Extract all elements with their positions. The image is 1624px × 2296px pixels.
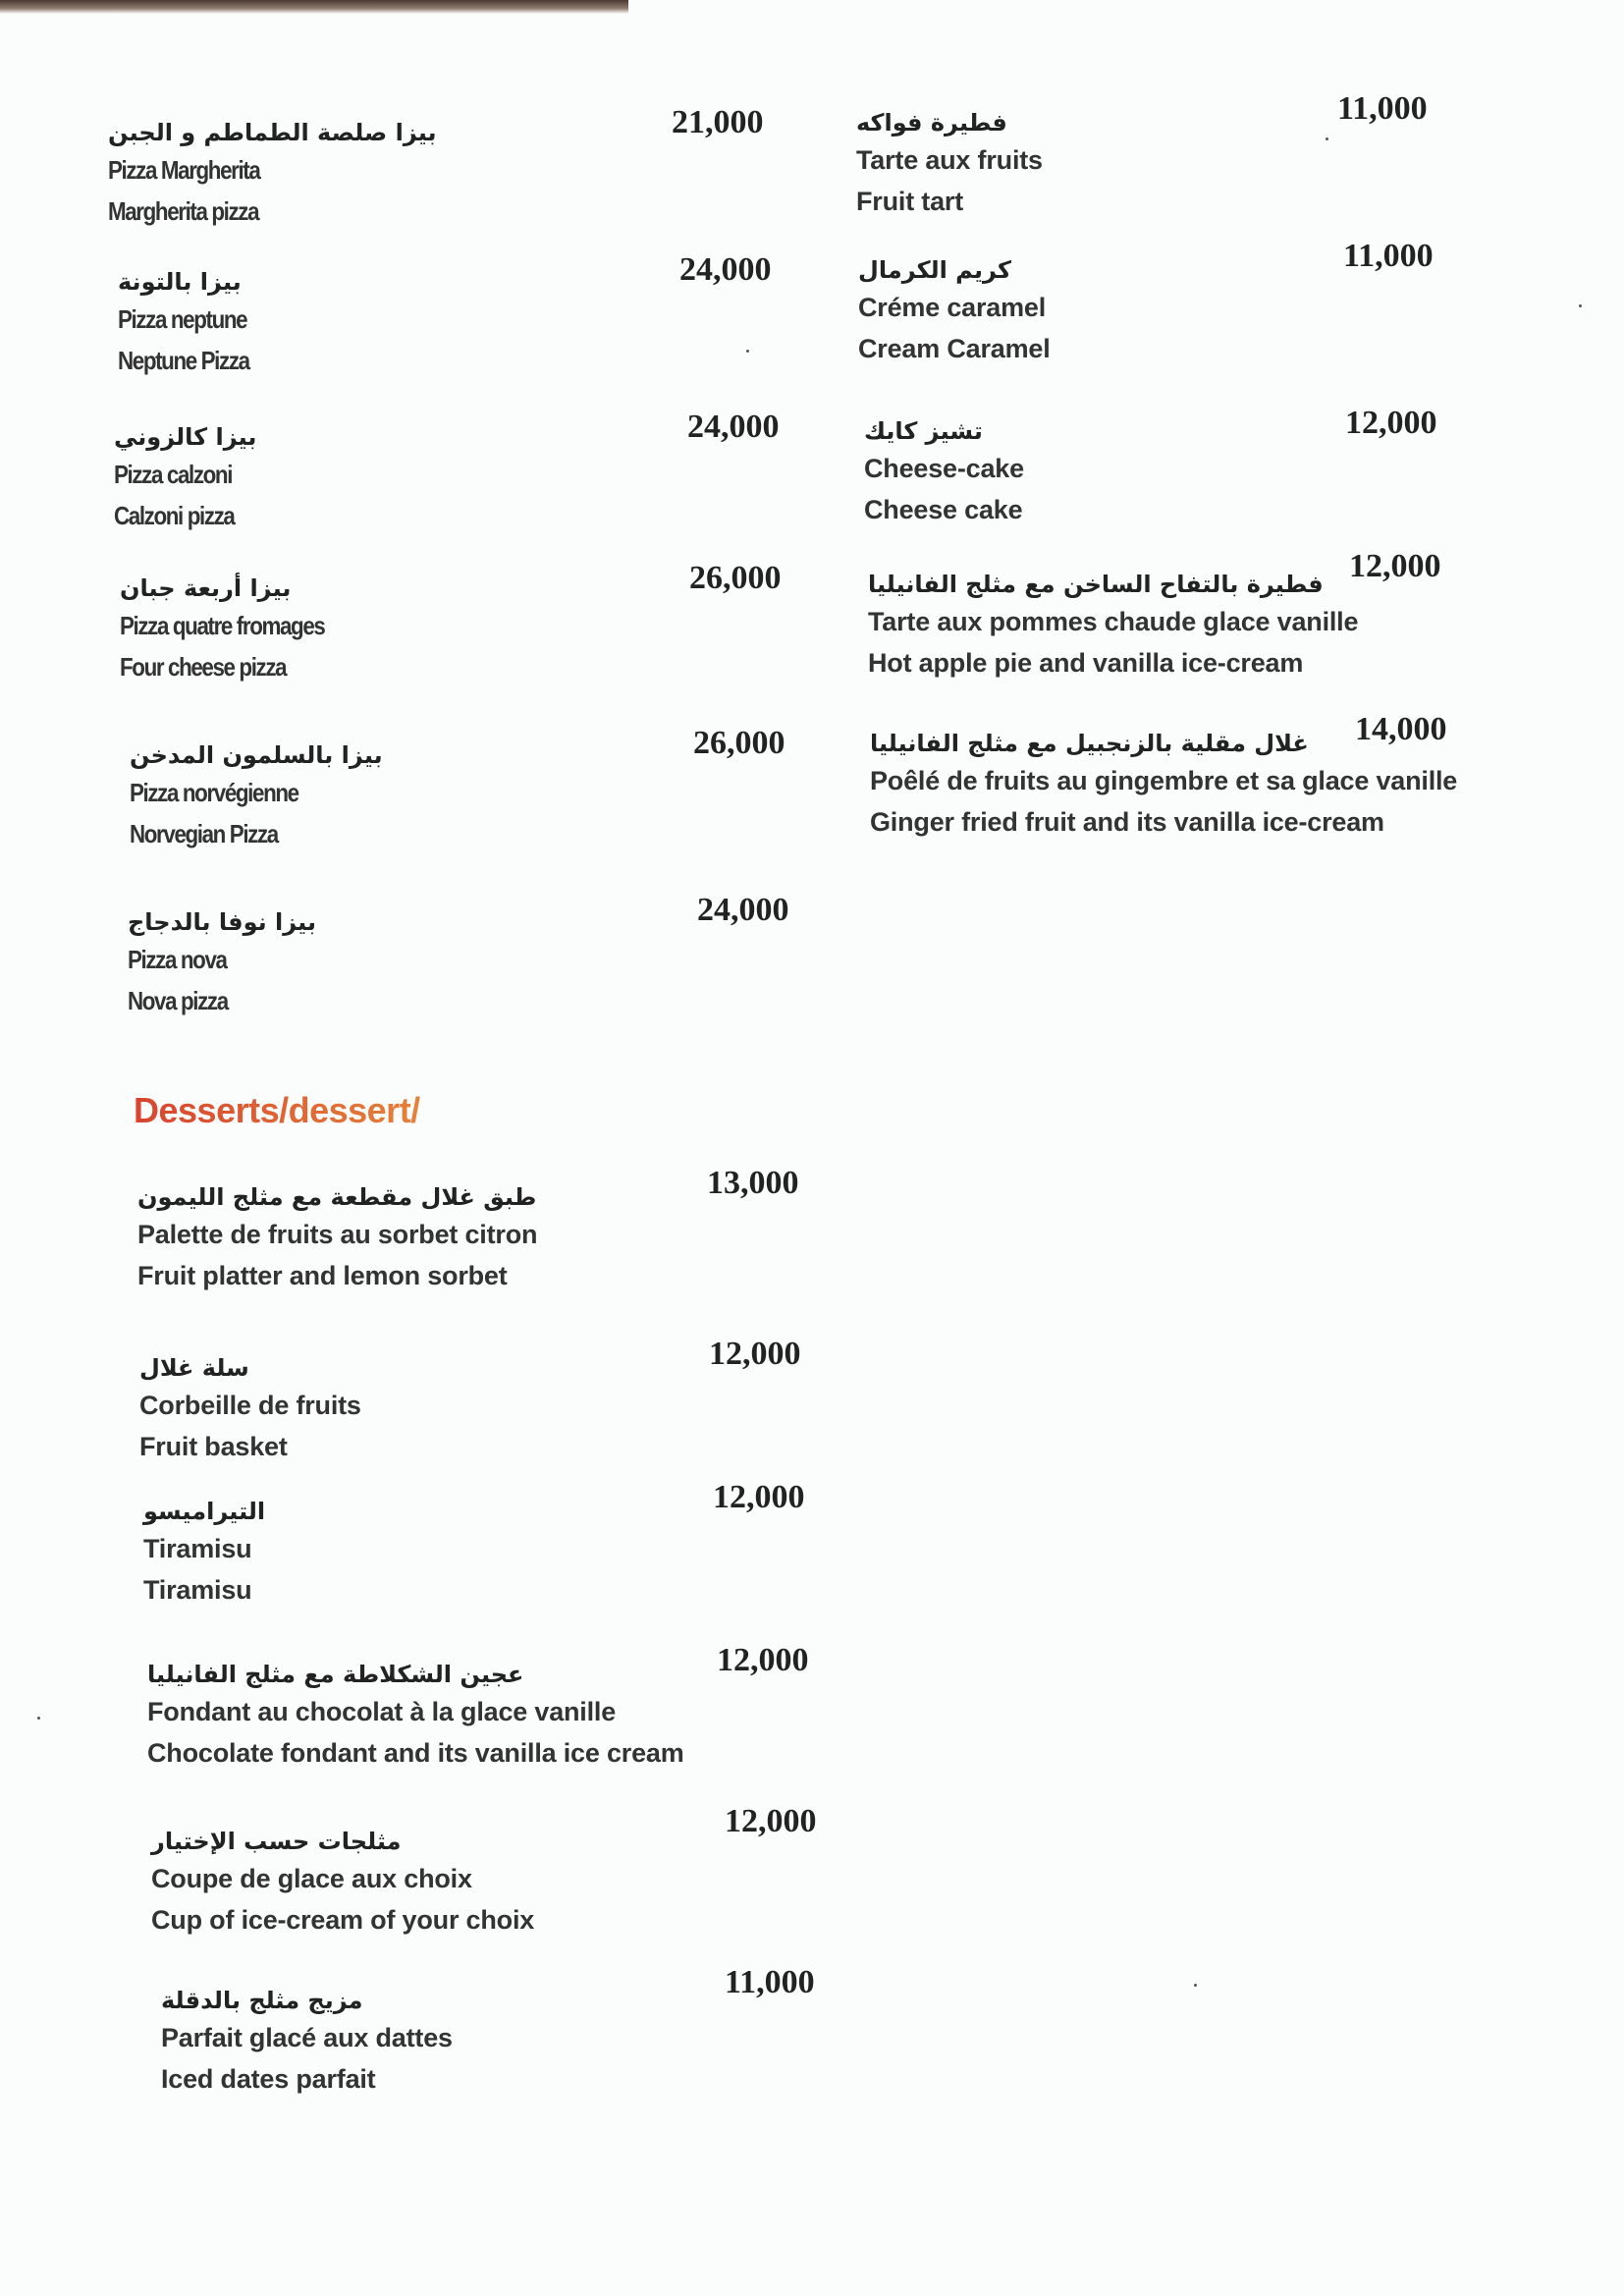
item-price: 12,000 (1345, 405, 1437, 441)
item-name-arabic: تشيز كايك (864, 417, 983, 445)
section-title-desserts: Desserts/dessert/ (134, 1090, 420, 1130)
item-name-english: Neptune Pizza (118, 346, 249, 375)
item-name-arabic: بيزا بالتونة (118, 268, 242, 296)
item-name-french: Tarte aux fruits (856, 145, 1043, 175)
item-price: 11,000 (1343, 238, 1434, 274)
item-name-arabic: غلال مقلية بالزنجبيل مع مثلج الفانيليا (870, 730, 1309, 757)
item-name-english: Iced dates parfait (161, 2064, 376, 2094)
item-name-arabic: فطيرة فواكه (856, 109, 1007, 137)
item-price: 13,000 (707, 1165, 799, 1201)
item-name-french: Pizza Margherita (108, 155, 260, 185)
item-name-arabic: عجين الشكلاطة مع مثلج الفانيليا (147, 1661, 524, 1688)
item-name-french: Pizza neptune (118, 304, 247, 334)
item-price: 12,000 (713, 1479, 805, 1515)
item-name-french: Pizza quatre fromages (120, 611, 325, 640)
item-name-french: Tiramisu (143, 1534, 252, 1563)
item-price: 12,000 (725, 1803, 817, 1839)
item-name-english: Norvegian Pizza (130, 819, 278, 848)
item-name-english: Chocolate fondant and its vanilla ice cream (147, 1738, 684, 1768)
item-name-french: Fondant au chocolat à la glace vanille (147, 1697, 617, 1726)
item-price: 12,000 (717, 1642, 809, 1678)
item-name-arabic: فطيرة بالتفاح الساخن مع مثلج الفانيليا (868, 571, 1324, 598)
item-name-french: Parfait glacé aux dattes (161, 2023, 453, 2052)
item-price: 14,000 (1355, 711, 1447, 747)
item-name-arabic: بيزا نوفا بالدجاج (128, 908, 316, 936)
item-name-arabic: كريم الكرمال (858, 256, 1011, 284)
item-price: 26,000 (693, 725, 785, 761)
menu-item-pizza (108, 116, 437, 232)
item-name-french: Poêlé de fruits au gingembre et sa glace vanille (870, 766, 1458, 795)
menu-item-dessert (856, 106, 1043, 222)
item-name-french: Coupe de glace aux choix (151, 1864, 472, 1893)
item-name-french: Pizza norvégienne (130, 778, 298, 807)
item-name-french: Corbeille de fruits (139, 1391, 361, 1420)
menu-item-dessert (858, 253, 1051, 369)
menu-item-dessert (137, 1180, 537, 1296)
scan-speck (1326, 137, 1328, 140)
menu-item-dessert (143, 1495, 265, 1611)
item-name-french: Tarte aux pommes chaude glace vanille (868, 607, 1359, 636)
item-price: 11,000 (725, 1964, 815, 2000)
item-name-arabic: التيراميسو (143, 1498, 266, 1525)
item-name-english: Fruit platter and lemon sorbet (137, 1261, 508, 1290)
item-name-english: Nova pizza (128, 986, 228, 1015)
item-name-french: Créme caramel (858, 293, 1047, 322)
item-name-english: Fruit tart (856, 187, 963, 216)
item-name-arabic: سلة غلال (139, 1354, 249, 1382)
item-name-french: Cheese-cake (864, 454, 1024, 483)
scan-speck (746, 350, 749, 353)
menu-item-pizza (118, 265, 270, 381)
scan-top-edge (0, 0, 628, 14)
item-price: 12,000 (1349, 548, 1441, 584)
item-name-arabic: طبق غلال مقطعة مع مثلج الليمون (137, 1183, 537, 1211)
scan-speck (1194, 1984, 1197, 1987)
item-price: 12,000 (709, 1336, 801, 1372)
item-name-arabic: بيزا كالزوني (114, 423, 257, 451)
item-price: 26,000 (689, 560, 782, 596)
item-price: 21,000 (672, 104, 764, 140)
item-name-english: Tiramisu (143, 1575, 252, 1605)
item-price: 24,000 (697, 892, 789, 928)
item-name-arabic: مزيج مثلج بالدقلة (161, 1987, 363, 2014)
item-name-arabic: بيزا صلصة الطماطم و الجبن (108, 119, 437, 146)
menu-item-dessert (147, 1658, 684, 1774)
item-name-french: Pizza calzoni (114, 460, 233, 489)
item-name-english: Cup of ice-cream of your choix (151, 1905, 535, 1935)
menu-item-pizza (128, 905, 316, 1021)
item-price: 24,000 (687, 409, 780, 445)
item-name-english: Margherita pizza (108, 196, 259, 226)
scan-speck (37, 1717, 40, 1720)
item-name-arabic: بيزا أربعة جبان (120, 574, 292, 602)
menu-item-dessert (868, 568, 1358, 683)
menu-item-pizza (130, 738, 383, 854)
item-name-english: Four cheese pizza (120, 652, 287, 682)
item-name-french: Palette de fruits au sorbet citron (137, 1220, 538, 1249)
item-name-english: Fruit basket (139, 1432, 288, 1461)
item-price: 11,000 (1337, 90, 1428, 127)
menu-item-dessert (139, 1351, 361, 1467)
item-name-french: Pizza nova (128, 945, 227, 974)
item-name-english: Cream Caramel (858, 334, 1051, 363)
menu-item-pizza (114, 420, 256, 536)
item-price: 24,000 (679, 251, 772, 288)
menu-item-dessert (151, 1825, 534, 1941)
item-name-english: Hot apple pie and vanilla ice-cream (868, 648, 1304, 678)
item-name-english: Ginger fried fruit and its vanilla ice-cream (870, 807, 1384, 837)
scan-speck (1579, 304, 1582, 307)
menu-item-dessert (864, 414, 1024, 530)
item-name-english: Cheese cake (864, 495, 1023, 524)
menu-item-pizza (120, 572, 357, 687)
item-name-arabic: مثلجات حسب الإختيار (151, 1828, 402, 1855)
menu-item-dessert (161, 1984, 453, 2100)
item-name-arabic: بيزا بالسلمون المدخن (130, 741, 383, 769)
item-name-english: Calzoni pizza (114, 501, 235, 530)
